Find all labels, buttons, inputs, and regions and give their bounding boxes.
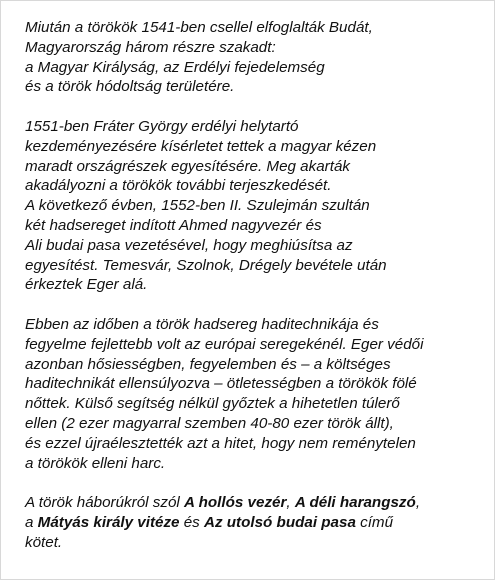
text-line: Ebben az időben a török hadsereg haditechnikája és xyxy=(25,315,379,333)
text-line: egyesítést. Temesvár, Szolnok, Drégely bevétele után xyxy=(25,256,387,274)
separator-text: , xyxy=(286,494,295,512)
books-intro-text: A török háborúkról szól xyxy=(25,494,184,512)
book-title-matyas-kiraly-viteze: Mátyás király vitéze xyxy=(37,513,180,531)
text-line: két hadsereget indított Ahmed nagyvezér és xyxy=(25,216,322,234)
text-line: 1551-ben Fráter György erdélyi helytartó xyxy=(25,117,299,135)
paragraph-eger-defenders xyxy=(25,315,475,473)
article-text: a xyxy=(25,513,38,531)
text-line: nőttek. Külső segítség nélkül győztek a hihetetlen túlerő xyxy=(25,395,400,413)
paragraph-intro xyxy=(25,18,475,97)
text-line: azonban hősiességben, fegyelemben és – a költséges xyxy=(25,355,391,373)
paragraph-books xyxy=(25,493,475,552)
text-line xyxy=(25,513,475,533)
text-line: haditechnikát ellensúlyozva – ötletességben a törökök fölé xyxy=(25,375,417,393)
conjunction-text: és xyxy=(179,513,204,531)
text-line: a törökök elleni harc. xyxy=(25,454,166,472)
text-line xyxy=(25,493,475,513)
text-line: maradt országrészek egyesítésére. Meg akarták xyxy=(25,157,350,175)
separator-text: , xyxy=(415,494,421,512)
text-line: a Magyar Királyság, az Erdélyi fejedelemség xyxy=(25,58,325,76)
text-line: Miután a törökök 1541-ben csellel elfoglalták Budát, xyxy=(25,19,373,36)
text-line: akadályozni a törökök további terjeszkedését. xyxy=(25,177,332,195)
text-line: fegyelme fejlettebb volt az európai seregekénél. Eger védői xyxy=(25,335,424,353)
paragraph-fater-gyorgy xyxy=(25,117,475,295)
book-title-utolso-budai-pasa: Az utolsó budai pasa xyxy=(204,513,356,531)
text-line: Ali budai pasa vezetésével, hogy meghiúsítsa az xyxy=(25,236,353,254)
document-text xyxy=(25,18,475,572)
text-line: Magyarország három részre szakadt: xyxy=(25,38,276,56)
suffix-text: című xyxy=(355,513,394,531)
book-title-deli-harangszo: A déli harangszó xyxy=(294,494,416,512)
text-line: kötet. xyxy=(25,533,63,551)
text-line: ellen (2 ezer magyarral szemben 40-80 ezer török állt), xyxy=(25,414,394,432)
text-line: érkeztek Eger alá. xyxy=(25,276,148,294)
book-title-hollos-vezer: A hollós vezér xyxy=(183,494,287,512)
text-line: A következő évben, 1552-ben II. Szulejmán szultán xyxy=(25,197,370,215)
text-line: és a török hódoltság területére. xyxy=(25,78,235,96)
text-line: és ezzel újraélesztették azt a hitet, hogy nem reménytelen xyxy=(25,434,416,452)
text-line: kezdeményezésére kísérletet tettek a magyar kézen xyxy=(25,137,377,155)
